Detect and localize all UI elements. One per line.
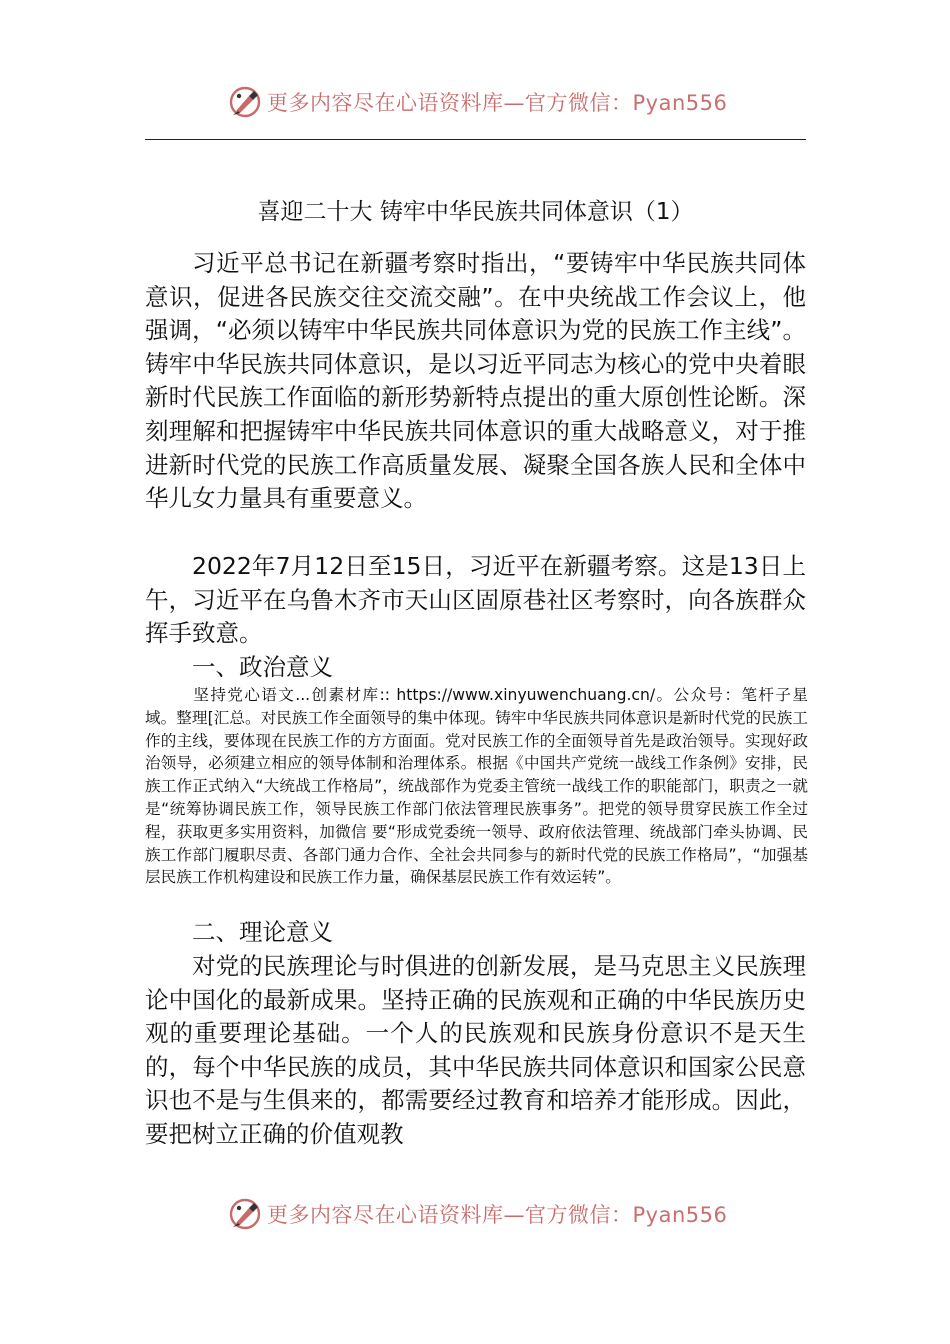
section-heading-theory: 二、理论意义 [192,918,333,946]
photo-caption: 2022年7月12日至15日，习近平在新疆考察。这是13日上午，习近平在乌鲁木齐市天山区固原巷社区考察时，向各族群众挥手致意。 [145,552,806,648]
footer-wechat-label: 官方微信： [525,1203,633,1227]
footer-wechat-id: Pyan556 [632,1203,728,1227]
header-brand-text: 更多内容尽在心语资料库 [267,91,504,115]
section-body-political: 坚持党心语文...创素材库:: https://www.xinyuwenchuang.cn/。公众号：笔杆子星域。整理[汇总。对民族工作全面领导的集中体现。铸牢中华民族共同体意识是新时代党的民族工作的主线，要体现在民族工作的方方面面。党对民族工作的全面领导首先是政治领导。实现好政治领导，必须建立相应的领导体制和治理体系。根据《中国共产党统一战线工作条例》安排，民族工作正式纳入“大统战工作格局”，统战部作为党委主管统一战线工作的职能部门，职责之一就是“统筹协调民族工作，领导民族工作部门依法管理民族事务”。把党的领导贯穿民族工作全过程，获取更多实用资料，加微信 要“形成党委统一领导、政府依法管理、统战部门牵头协调、民族工作部门履职尽责、各部门通力合作、全社会共同参与的新时代党的民族工作格局”，“加强基层民族工作机构建设和民族工作力量，确保基层民族工作有效运转”。 [145,686,808,887]
header-watermark-text [267,90,727,116]
header-wechat-id: Pyan556 [632,91,728,115]
section-body-theory: 对党的民族理论与时俱进的创新发展，是马克思主义民族理论中国化的最新成果。坚持正确的民族观和正确的中华民族历史观的重要理论基础。一个人的民族观和民族身份意识不是天生的，每个中华民族的成员，其中华民族共同体意识和国家公民意识也不是与生俱来的，都需要经过教育和培养才能形成。因此，要把树立正确的价值观教 [145,952,806,1148]
header-separator: — [503,91,525,115]
pen-nib-logo-icon [227,84,263,120]
footer-brand-text: 更多内容尽在心语资料库 [267,1203,504,1227]
intro-paragraph: 习近平总书记在新疆考察时指出，“要铸牢中华民族共同体意识，促进各民族交往交流交融”。在中央统战工作会议上，他强调，“必须以铸牢中华民族共同体意识为党的民族工作主线”。铸牢中华民族共同体意识，是以习近平同志为核心的党中央着眼新时代民族工作面临的新形势新特点提出的重大原创性论断。深刻理解和把握铸牢中华民族共同体意识的重大战略意义，对于推进新时代党的民族工作高质量发展、凝聚全国各族人民和全体中华儿女力量具有重要意义。 [145,249,806,513]
page-footer [145,1194,806,1238]
page-header [145,82,806,126]
header-wechat-label: 官方微信： [525,91,633,115]
footer-separator: — [503,1203,525,1227]
document-title: 喜迎二十大 铸牢中华民族共同体意识（1） [257,199,694,225]
footer-watermark-text [267,1202,727,1228]
section-heading-political: 一、政治意义 [192,653,333,681]
pen-nib-logo-icon [227,1196,263,1232]
header-divider [145,139,806,140]
